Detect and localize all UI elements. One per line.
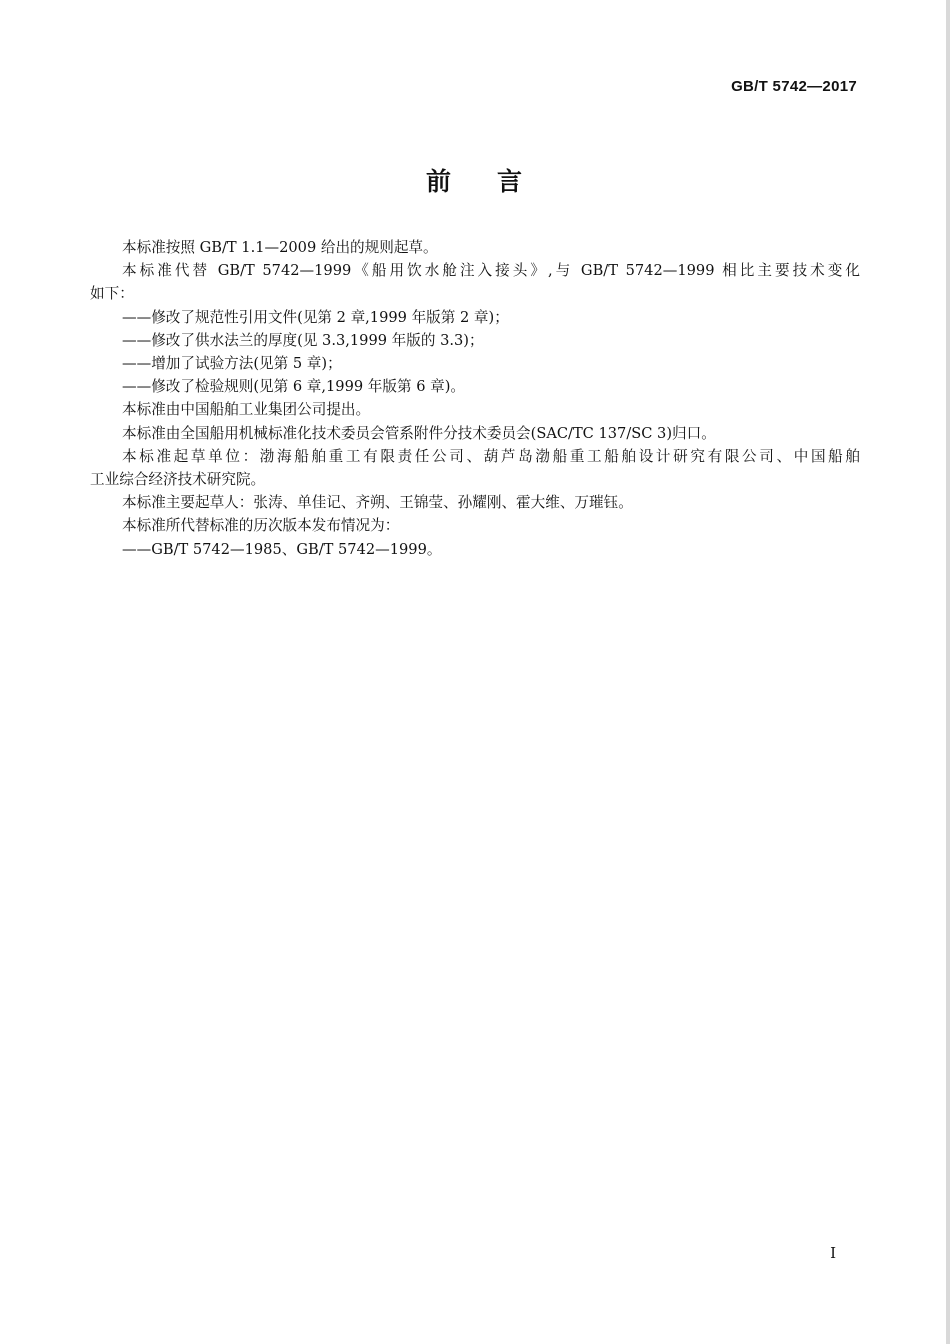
paragraph-replacement-line2: 如下：: [90, 285, 134, 303]
foreword-body: [90, 236, 860, 561]
change-item-1: ——修改了规范性引用文件(见第 2 章,1999 年版第 2 章)；: [122, 308, 509, 326]
standard-code-header: GB/T 5742—2017: [731, 78, 857, 95]
change-item-2: ——修改了供水法兰的厚度(见 3.3,1999 年版的 3.3)；: [122, 331, 484, 349]
paragraph-proposer: 本标准由中国船舶工业集团公司提出。: [122, 401, 371, 419]
paragraph-replacement-line1: 本标准代替 GB/T 5742—1999《船用饮水舱注入接头》,与 GB/T 5742—1999 相比主要技术变化: [122, 262, 860, 280]
paragraph-drafting-units-line1: 本标准起草单位：渤海船舶重工有限责任公司、葫芦岛渤船重工船舶设计研究有限公司、中国船舶: [122, 447, 860, 465]
page-edge-shadow: [946, 0, 950, 1344]
paragraph-drafting-rule: 本标准按照 GB/T 1.1—2009 给出的规则起草。: [122, 239, 438, 256]
title-char-1: 前: [425, 167, 453, 196]
paragraph-drafters: 本标准主要起草人：张涛、单佳记、齐朔、王锦莹、孙耀刚、霍大维、万璀钰。: [122, 494, 633, 512]
history-item: ——GB/T 5742—1985、GB/T 5742—1999。: [122, 540, 442, 558]
paragraph-drafting-units-line2: 工业综合经济技术研究院。: [90, 471, 266, 489]
title-char-2: 言: [497, 167, 525, 196]
page-number: I: [830, 1244, 836, 1262]
paragraph-committee: 本标准由全国船用机械标准化技术委员会管系附件分技术委员会(SAC/TC 137/SC 3)归口。: [122, 424, 716, 442]
page-title: [0, 162, 950, 198]
change-item-4: ——修改了检验规则(见第 6 章,1999 年版第 6 章)。: [122, 378, 466, 396]
paragraph-history-intro: 本标准所代替标准的历次版本发布情况为：: [122, 517, 400, 535]
change-item-3: ——增加了试验方法(见第 5 章)；: [122, 355, 342, 373]
